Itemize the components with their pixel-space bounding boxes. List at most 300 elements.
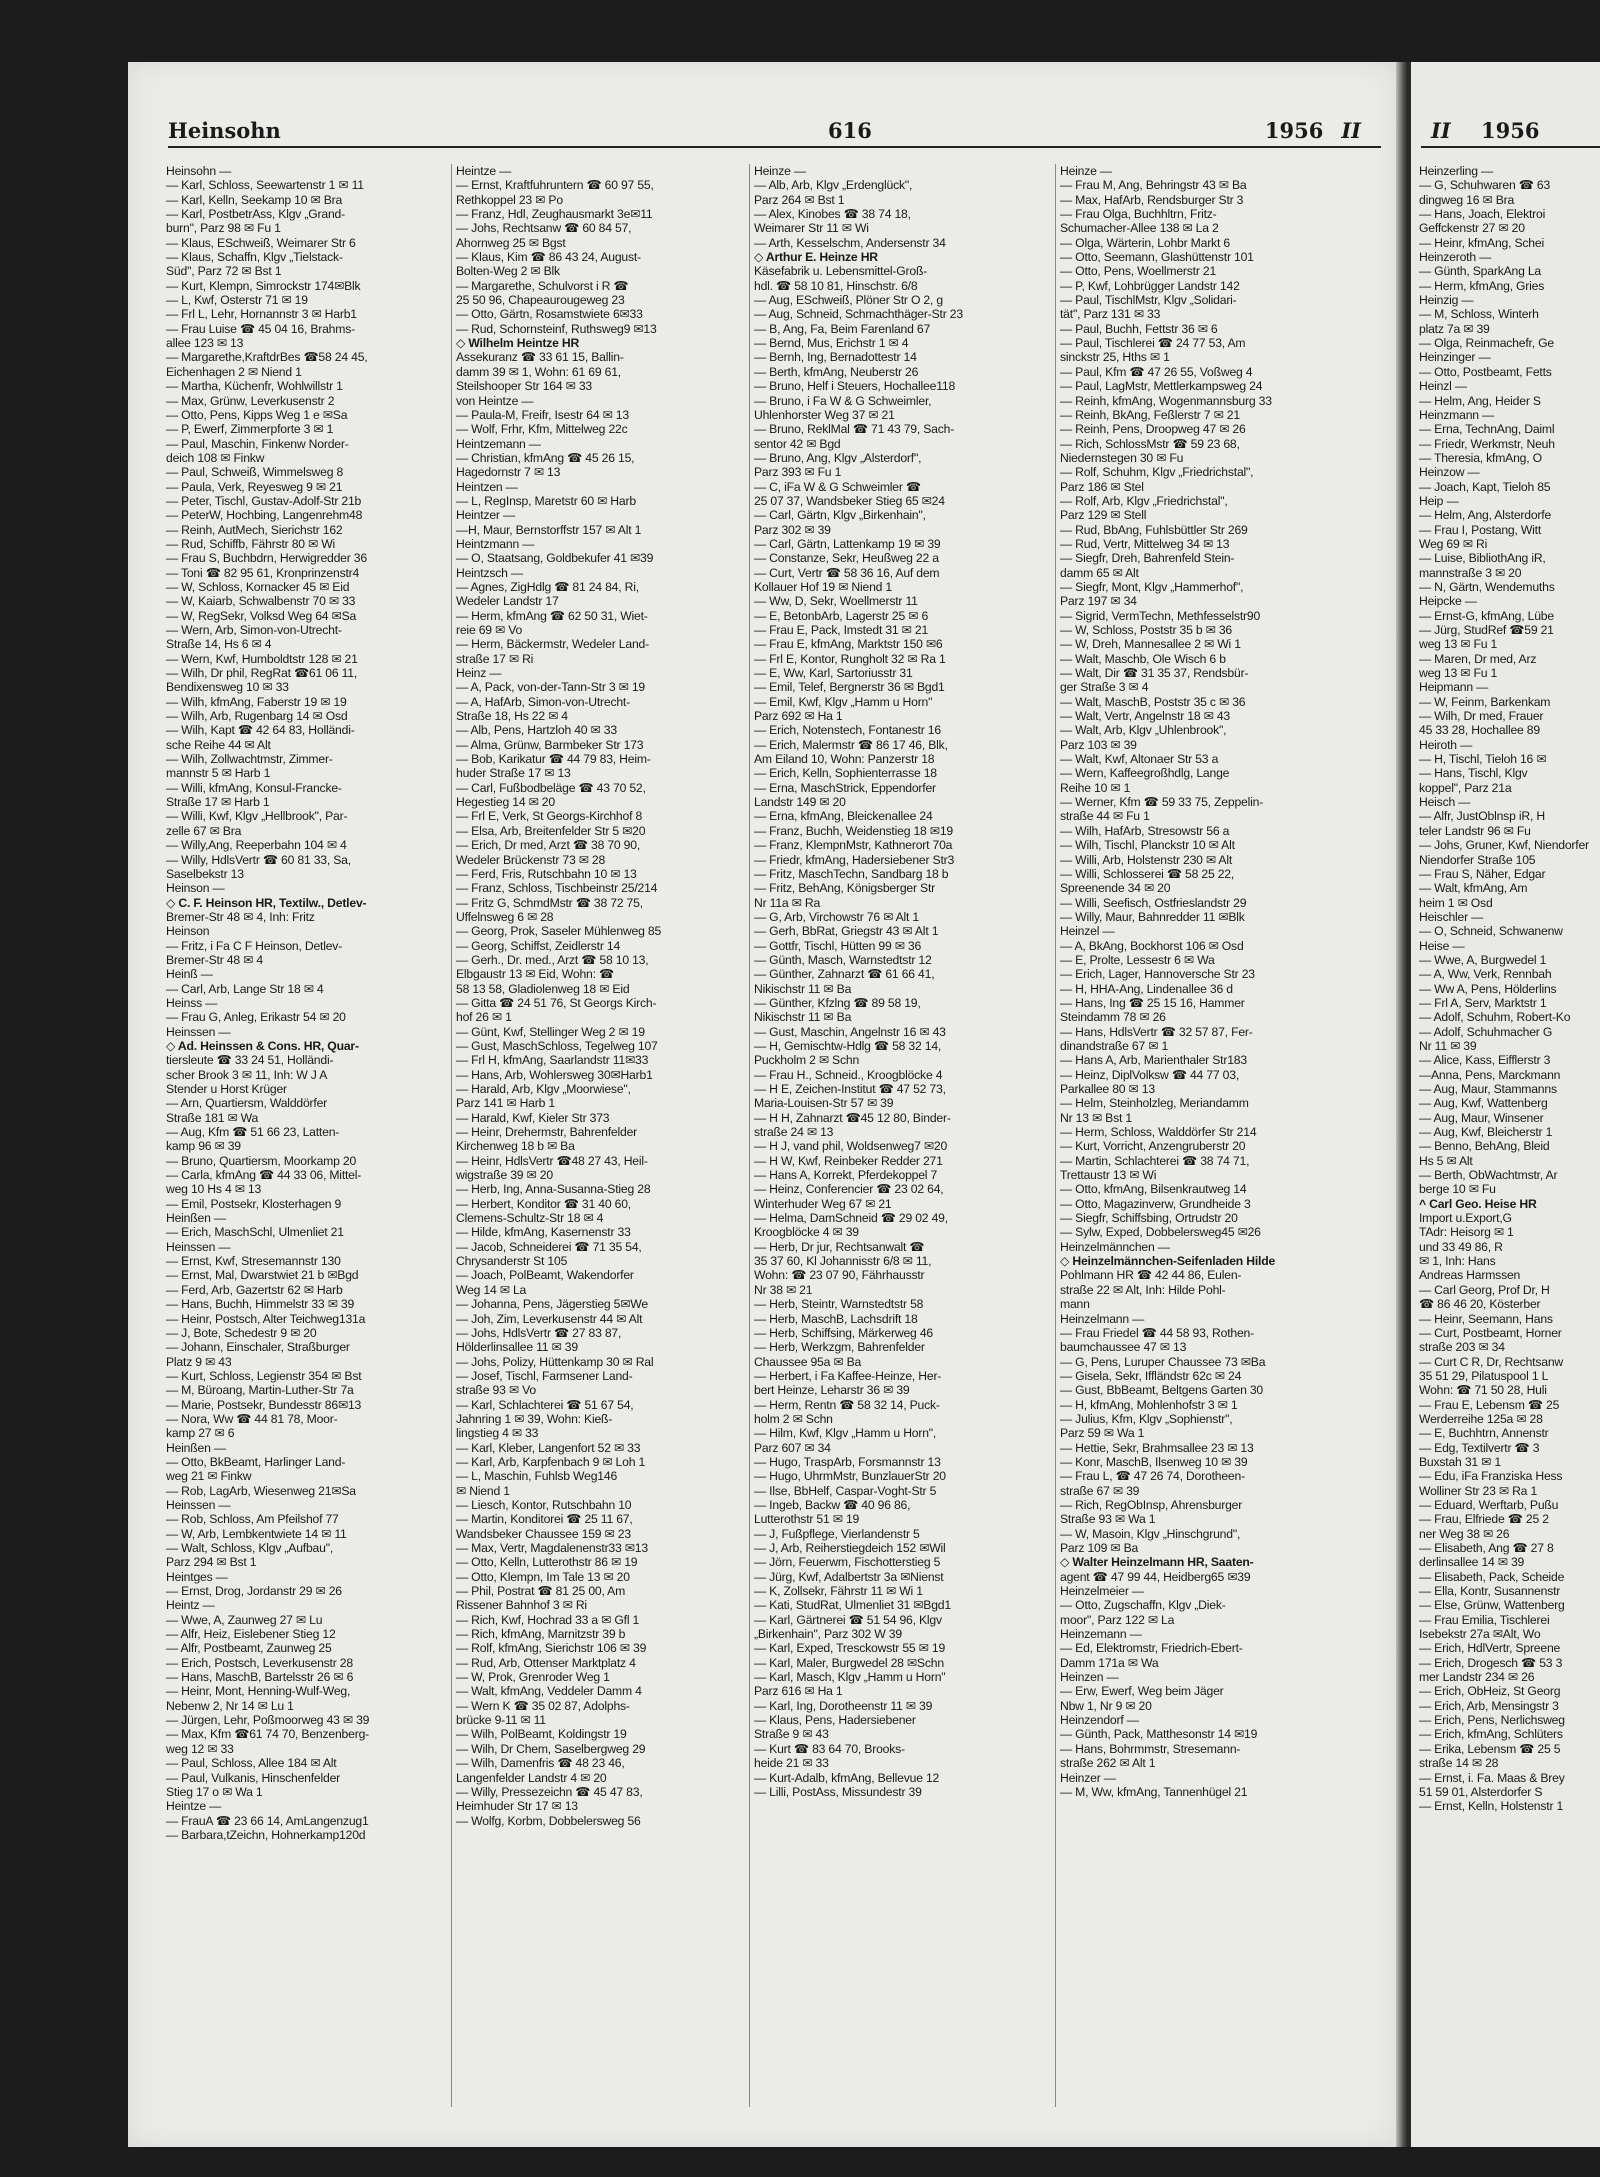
directory-entry-line: — Benno, BehAng, Bleid [1419, 1139, 1550, 1154]
directory-entry-line: — Rich, SchlossMstr ☎ 59 23 68, [1060, 436, 1240, 451]
directory-entry-line: — Alice, Kass, Eifflerstr 3 [1419, 1053, 1551, 1068]
directory-entry-line: Maria-Louisen-Str 57 ✉ 39 [754, 1096, 894, 1111]
directory-entry-line: Stieg 17 o ✉ Wa 1 [166, 1784, 263, 1799]
directory-entry-line: Spreenende 34 ✉ 20 [1060, 881, 1171, 896]
directory-entry-line: — H, Tischl, Tieloh 16 ✉ [1419, 752, 1547, 767]
directory-entry-line: — Kurt ☎ 83 64 70, Brooks- [754, 1741, 905, 1756]
directory-entry-line: Steindamm 78 ✉ 26 [1060, 1010, 1166, 1025]
directory-entry-line: Nr 38 ✉ 21 [754, 1282, 813, 1297]
directory-entry-line: Wedeler Landstr 17 [456, 594, 559, 609]
directory-entry-line: Heinsohn — [166, 164, 232, 178]
directory-entry-line: — W, Feinm, Barkenkam [1419, 694, 1551, 709]
directory-entry-line: holm 2 ✉ Schn [754, 1411, 833, 1426]
directory-entry-line: — Rob, LagArb, Wiesenweg 21✉Sa [166, 1483, 356, 1498]
directory-entry-line: agent ☎ 47 99 44, Heidberg65 ✉39 [1060, 1569, 1251, 1584]
header-year-volume [1265, 118, 1361, 143]
directory-entry-line: — Paul, Vulkanis, Hinschenfelder [166, 1770, 341, 1785]
directory-entry-line: — Frau Luise ☎ 45 04 16, Brahms- [166, 321, 355, 336]
directory-entry-line: Chaussee 95a ✉ Ba [754, 1354, 862, 1369]
directory-entry-line: — Klaus, ESchweiß, Weimarer Str 6 [166, 235, 356, 250]
directory-entry-line: derlinsallee 14 ✉ 39 [1419, 1555, 1525, 1570]
directory-entry-line: — Ingeb, Backw ☎ 40 96 86, [754, 1497, 911, 1512]
directory-entry-line: — Frau G, Anleg, Erikastr 54 ✉ 20 [166, 1010, 346, 1025]
directory-entry-line: — Rolf, Arb, Klgv „Friedrichstal", [1060, 493, 1228, 508]
directory-entry-line: — Alex, Kinobes ☎ 38 74 18, [754, 207, 911, 222]
directory-entry-line: — Hans, Joach, Elektroi [1419, 207, 1546, 222]
directory-entry-line: scher Brook 3 ✉ 11, Inh: W J A [166, 1067, 328, 1082]
directory-entry-line: — Karl, Masch, Klgv „Hamm u Horn" [754, 1670, 946, 1685]
directory-entry-line: Straße 181 ✉ Wa [166, 1110, 259, 1125]
directory-entry-line: — Frau Friedel ☎ 44 58 93, Rothen- [1060, 1325, 1254, 1340]
directory-entry-line: Hs 5 ✉ Alt [1419, 1153, 1473, 1168]
directory-entry-line: — Herm, kfmAng, Gries [1419, 278, 1545, 293]
directory-entry-line: damm 39 ✉ 1, Wohn: 61 69 61, [456, 364, 621, 379]
directory-entry-line: tiersleute ☎ 33 24 51, Holländi- [166, 1053, 334, 1068]
directory-entry-line: — Wilh, PolBeamt, Koldingstr 19 [456, 1727, 627, 1742]
directory-entry-line: Parz 109 ✉ Ba [1060, 1541, 1139, 1555]
directory-entry-line: — Josef, Tischl, Farmsener Land- [456, 1368, 633, 1383]
directory-entry-line: — Nora, Ww ☎ 44 81 78, Moor- [166, 1411, 338, 1426]
directory-entry-line: — Wwe, A, Zaunweg 27 ✉ Lu [166, 1612, 323, 1627]
directory-entry-line: baumchaussee 47 ✉ 13 [1060, 1340, 1187, 1355]
directory-entry-line: Weg 69 ✉ Ri [1419, 536, 1488, 551]
directory-entry-line: Heinzemann — [1060, 1627, 1142, 1642]
directory-entry-line: Heinzeroth — [1419, 250, 1492, 265]
directory-entry-line: — Georg, Prok, Saseler Mühlenweg 85 [456, 924, 662, 939]
right-header-volume: II [1431, 118, 1451, 143]
directory-column-1 [166, 164, 446, 2107]
directory-entry-line: Wohn: ☎ 71 50 28, Huli [1419, 1383, 1547, 1398]
directory-entry-line: Heipcke — [1419, 594, 1477, 609]
directory-entry-line: Parz 141 ✉ Harb 1 [456, 1096, 555, 1111]
directory-entry-line: — Ferd, Fris, Rutschbahn 10 ✉ 13 [456, 866, 637, 881]
directory-entry-line: — Helm, Ang, Alsterdorfe [1419, 508, 1552, 523]
directory-entry-line: — Frau M, Ang, Behringstr 43 ✉ Ba [1060, 178, 1247, 193]
directory-entry-line: Parz 197 ✉ 34 [1060, 594, 1137, 609]
directory-entry-line: Parz 59 ✉ Wa 1 [1060, 1426, 1145, 1441]
directory-entry-line: — H W, Kwf, Reinbeker Redder 271 [754, 1153, 943, 1168]
directory-entry-line: burn", Parz 98 ✉ Fu 1 [166, 221, 281, 236]
directory-entry-line: Heinze — [754, 164, 806, 178]
directory-entry-line: — L, Kwf, Osterstr 71 ✉ 19 [166, 293, 308, 308]
directory-entry-line: — Peter, Tischl, Gustav-Adolf-Str 21b [166, 493, 362, 508]
directory-entry-line: — Ernst, Drog, Jordanstr 29 ✉ 26 [166, 1584, 342, 1599]
directory-entry-line: Heiroth — [1419, 737, 1473, 752]
directory-entry-line: — Martha, Küchenfr, Wohlwillstr 1 [166, 379, 343, 394]
directory-entry-line: — L, RegInsp, Maretstr 60 ✉ Harb [456, 493, 636, 508]
directory-entry-line: Nikischstr 11 ✉ Ba [754, 1010, 852, 1025]
directory-entry-line: — Günther, Kfzlng ☎ 89 58 19, [754, 995, 921, 1010]
directory-entry-line: deich 108 ✉ Finkw [166, 450, 265, 465]
directory-entry-line: — Kati, StudRat, Ulmenliet 31 ✉Bgd1 [754, 1598, 951, 1613]
directory-entry-line: — Gust, Maschin, Angelnstr 16 ✉ 43 [754, 1024, 946, 1039]
directory-entry-line: Parz 294 ✉ Bst 1 [166, 1555, 257, 1570]
directory-entry-line: — Hans A, Arb, Marienthaler Str183 [1060, 1053, 1247, 1068]
directory-entry-line: Heinzendorf — [1060, 1713, 1139, 1728]
directory-entry-line: — Herb, Ing, Anna-Susanna-Stieg 28 [456, 1182, 651, 1197]
directory-entry-line: — N, Gärtn, Wendemuths [1419, 579, 1555, 594]
directory-entry-line: Bendixensweg 10 ✉ 33 [166, 680, 289, 695]
directory-entry-line: weg 12 ✉ 33 [166, 1741, 234, 1756]
directory-entry-line: — O, Schneid, Schwanenw [1419, 924, 1563, 939]
directory-entry-line: Straße 17 ✉ Harb 1 [166, 795, 270, 810]
directory-entry-line: — Klaus, Schaffn, Klgv „Tielstack- [166, 250, 343, 265]
directory-entry-line: — Sylw, Exped, Dobbelersweg45 ✉26 [1060, 1225, 1261, 1240]
directory-entry-line: Geffckenstr 27 ✉ 20 [1419, 221, 1525, 236]
directory-entry-line: — Marie, Postsekr, Bundesstr 86✉13 [166, 1397, 362, 1412]
directory-entry-line: — Werner, Kfm ☎ 59 33 75, Zeppelin- [1060, 795, 1264, 810]
page-number: 616 [828, 118, 872, 143]
directory-entry-line: — PeterW, Hochbing, Langenrehm48 [166, 508, 363, 523]
directory-entry-line: 35 37 60, Kl Johannisstr 6/8 ✉ 11, [754, 1254, 932, 1269]
directory-entry-line: — W, Kaiarb, Schwalbenstr 70 ✉ 33 [166, 594, 356, 609]
directory-entry-line: mer Landstr 234 ✉ 26 [1419, 1670, 1535, 1685]
directory-entry-line: — Ernst, Mal, Dwarstwiet 21 b ✉Bgd [166, 1268, 359, 1283]
directory-entry-line: — Ilse, BbHelf, Caspar-Voght-Str 5 [754, 1483, 937, 1498]
directory-entry-line: — H E, Zeichen-Institut ☎ 47 52 73, [754, 1082, 946, 1096]
directory-entry-line: — Emil, Telef, Bergnerstr 36 ✉ Bgd1 [754, 680, 945, 695]
directory-entry-line: — Frl E, Verk, St Georgs-Kirchhof 8 [456, 809, 643, 824]
directory-entry-line: — Heinr, HdlsVertr ☎48 27 43, Heil- [456, 1153, 648, 1168]
directory-entry-line: — Alb, Arb, Klgv „Erdenglück", [754, 178, 913, 193]
directory-entry-line: Heintzemann — [456, 436, 541, 451]
directory-entry-line: — Franz, Schloss, Tischbeinstr 25/214 [456, 881, 658, 896]
right-header-year: 1956 [1481, 118, 1540, 143]
directory-entry-line: — Günth, Masch, Warnstedtstr 12 [754, 952, 932, 967]
directory-entry-line: wigstraße 39 ✉ 20 [456, 1168, 553, 1183]
directory-entry-line: — Heinr, Mont, Henning-Wulf-Weg, [166, 1684, 351, 1699]
directory-entry-line: sentor 42 ✉ Bgd [754, 436, 841, 451]
directory-entry-line: Wandsbeker Chaussee 159 ✉ 23 [456, 1526, 631, 1541]
directory-entry-line: ◇ C. F. Heinson HR, Textilw., Detlev- [166, 895, 367, 910]
directory-entry-line: — Johs, Gruner, Kwf, Niendorfer [1419, 838, 1589, 853]
directory-entry-line: — Willi, Schlosserei ☎ 58 25 22, [1060, 866, 1235, 881]
directory-entry-line: — M, Schloss, Winterh [1419, 307, 1539, 322]
directory-entry-line: — Otto, Magazinverw, Grundheide 3 [1060, 1196, 1251, 1211]
directory-entry-line: — Erich, Lager, Hannoversche Str 23 [1060, 967, 1255, 982]
directory-entry-line: — Paul, Buchh, Fettstr 36 ✉ 6 [1060, 321, 1218, 336]
directory-entry-line: — Hans, Arb, Wohlersweg 30✉Harb1 [456, 1067, 653, 1082]
directory-entry-line: — Helm, Steinholzleg, Meriandamm [1060, 1096, 1249, 1111]
directory-entry-line: — L, Maschin, Fuhlsb Weg146 [456, 1469, 618, 1484]
directory-entry-line: — Gitta ☎ 24 51 76, St Georgs Kirch- [456, 995, 657, 1010]
directory-entry-line: — Kurt, Klempn, Simrockstr 174✉Blk [166, 278, 361, 293]
directory-entry-line: Heinzerling — [1419, 164, 1493, 178]
directory-entry-line: — Rolf, Schuhm, Klgv „Friedrichstal", [1060, 465, 1254, 480]
directory-entry-line: — Hans, Bohrmmstr, Stresemann- [1060, 1741, 1241, 1756]
directory-entry-line: allee 123 ✉ 13 [166, 336, 244, 351]
directory-entry-line: ☎ 86 46 20, Kösterber [1419, 1297, 1541, 1312]
directory-entry-line: 45 33 28, Hochallee 89 [1419, 723, 1540, 738]
directory-entry-line: Rethkoppel 23 ✉ Po [456, 192, 563, 207]
directory-entry-line: — Bruno, Ang, Klgv „Alsterdorf", [754, 450, 922, 465]
directory-entry-line: — A, Ww, Verk, Rennbah [1419, 967, 1552, 982]
directory-entry-line: ✉ Niend 1 [456, 1483, 510, 1498]
directory-entry-line: — H, Gemischtw-Hdlg ☎ 58 32 14, [754, 1038, 942, 1053]
directory-entry-line: — Emil, Kwf, Klgv „Hamm u Horn" [754, 694, 933, 709]
directory-entry-line: Heinssen — [166, 1024, 231, 1039]
directory-entry-line: — Hugo, TraspArb, Forsmannstr 13 [754, 1454, 941, 1469]
directory-entry-line: — Gerh., Dr. med., Arzt ☎ 58 10 13, [456, 952, 649, 967]
directory-entry-line: — Margarethe, Schulvorst i R ☎ [456, 278, 629, 293]
directory-entry-line: — Wilh, Tischl, Planckstr 10 ✉ Alt [1060, 838, 1235, 853]
directory-entry-line: — Paula-M, Freifr, Isestr 64 ✉ 13 [456, 407, 629, 422]
directory-entry-line: — Otto, Kelln, Lutterothstr 86 ✉ 19 [456, 1555, 638, 1570]
directory-entry-line: — Bruno, Helf i Steuers, Hochallee118 [754, 379, 956, 394]
directory-entry-line: Heip — [1419, 493, 1459, 508]
directory-entry-line: — Paul, Tischlerei ☎ 24 77 53, Am [1060, 336, 1246, 351]
directory-entry-line: — Harald, Kwf, Kieler Str 373 [456, 1110, 610, 1125]
column-divider [1055, 164, 1056, 2107]
directory-entry-line: ^ Carl Geo. Heise HR [1419, 1196, 1537, 1211]
directory-entry-line: — Rud, Schornsteinf, Ruthsweg9 ✉13 [456, 321, 657, 336]
directory-entry-line: — Otto, Pens, Woellmerstr 21 [1060, 264, 1217, 279]
directory-entry-line: Straße 18, Hs 22 ✉ 4 [456, 709, 568, 724]
directory-entry-line: — H J, vand phil, Woldsenweg7 ✉20 [754, 1139, 948, 1154]
directory-entry-line: Parz 616 ✉ Ha 1 [754, 1684, 843, 1699]
directory-entry-line: Uffelnsweg 6 ✉ 28 [456, 909, 554, 924]
directory-entry-line: tät", Parz 131 ✉ 33 [1060, 307, 1161, 322]
directory-entry-line: hdl. ☎ 58 10 81, Hinschstr. 6/8 [754, 278, 918, 293]
directory-entry-line: mannstr 5 ✉ Harb 1 [166, 766, 271, 781]
directory-entry-line: — Olga, Wärterin, Lohbr Markt 6 [1060, 235, 1230, 250]
directory-entry-line: Wolliner Str 23 ✉ Ra 1 [1419, 1483, 1538, 1498]
directory-entry-line: — Eduard, Werftarb, Pußu [1419, 1497, 1559, 1512]
directory-entry-line: Heintzen — [456, 479, 518, 494]
header-name: Heinsohn [168, 118, 281, 143]
directory-entry-line: — Willy,Ang, Reeperbahn 104 ✉ 4 [166, 838, 347, 853]
directory-entry-line: — Berth, kfmAng, Neuberstr 26 [754, 364, 919, 379]
directory-entry-line: Bolten-Weg 2 ✉ Blk [456, 264, 560, 279]
directory-entry-line: — Carl, Fußbodbeläge ☎ 43 70 52, [456, 780, 646, 795]
directory-entry-line: — M, Büroang, Martin-Luther-Str 7a [166, 1383, 354, 1398]
directory-entry-line: — Erich, kfmAng, Schlüters [1419, 1727, 1563, 1742]
directory-entry-line: Ahornweg 25 ✉ Bgst [456, 235, 566, 250]
directory-entry-line: damm 65 ✉ Alt [1060, 565, 1139, 580]
directory-entry-line: — Erich, Postsch, Leverkusenstr 28 [166, 1655, 353, 1670]
directory-entry-line: — Rolf, kfmAng, Sierichstr 106 ✉ 39 [456, 1641, 647, 1656]
directory-entry-line: — Paul, LagMstr, Mettlerkampsweg 24 [1060, 379, 1263, 394]
directory-entry-line: heide 21 ✉ 33 [754, 1756, 829, 1771]
directory-entry-line: — Willy, Maur, Bahnredder 11 ✉Blk [1060, 909, 1245, 924]
directory-entry-line: — Walt, Vertr, Angelnstr 18 ✉ 43 [1060, 709, 1231, 724]
directory-entry-line: Eichenhagen 2 ✉ Niend 1 [166, 364, 302, 379]
directory-entry-line: — Erich, Drogesch ☎ 53 3 [1419, 1655, 1563, 1670]
directory-entry-line: Heinzelmännchen — [1060, 1239, 1170, 1254]
directory-entry-line: — Curt, Vertr ☎ 58 36 16, Auf dem [754, 565, 940, 580]
directory-column-3 [754, 164, 1051, 2107]
directory-entry-line: — Heinr, Drehermstr, Bahrenfelder [456, 1125, 638, 1140]
directory-entry-line: Wedeler Brückenstr 73 ✉ 28 [456, 852, 606, 867]
directory-entry-line: — Otto, Zugschaffn, Klgv „Diek- [1060, 1598, 1226, 1613]
directory-entry-line: — Erich, HdlVertr, Spreene [1419, 1641, 1561, 1656]
directory-entry-line: — Gust, MaschSchloss, Tegelweg 107 [456, 1038, 658, 1053]
directory-entry-line: — Friedr, Werkmstr, Neuh [1419, 436, 1555, 451]
directory-entry-line: — Walt, kfmAng, Veddeler Damm 4 [456, 1684, 642, 1699]
directory-entry-line: Import u.Export,G [1419, 1211, 1512, 1226]
directory-entry-line: — M, Ww, kfmAng, Tannenhügel 21 [1060, 1784, 1248, 1799]
directory-entry-line: — Franz, Buchh, Weidenstieg 18 ✉19 [754, 823, 953, 838]
directory-entry-line: — Agnes, ZigHdlg ☎ 81 24 84, Ri, [456, 579, 639, 594]
directory-entry-line: Reihe 10 ✉ 1 [1060, 780, 1131, 795]
directory-entry-line: — Gisela, Sekr, Iffländstr 62c ✉ 24 [1060, 1368, 1242, 1383]
directory-entry-line: Uhlenhorster Weg 37 ✉ 21 [754, 407, 895, 422]
directory-entry-line: — Curt, Postbeamt, Horner [1419, 1325, 1562, 1340]
directory-entry-line: — Otto, BkBeamt, Harlinger Land- [166, 1454, 346, 1469]
directory-entry-line: — Paul, TischlMstr, Klgv „Solidari- [1060, 293, 1237, 308]
directory-entry-line: — Otto, Gärtn, Rosamstwiete 6✉33 [456, 307, 643, 322]
directory-entry-line: — Willy, Pressezeichn ☎ 45 47 83, [456, 1784, 643, 1799]
directory-entry-line: straße 203 ✉ 34 [1419, 1340, 1505, 1355]
directory-entry-line: Heise — [1419, 938, 1465, 953]
directory-entry-line: — E, Buchhtrn, Annenstr [1419, 1426, 1549, 1441]
directory-entry-line: Kroogblöcke 4 ✉ 39 [754, 1225, 859, 1240]
directory-entry-line: Heinzinger — [1419, 350, 1491, 365]
directory-entry-line: — Herbert, Konditor ☎ 31 40 60, [456, 1196, 631, 1211]
directory-entry-line: — Max, Grünw, Leverkusenstr 2 [166, 393, 335, 408]
directory-entry-line: Heintzsch — [456, 565, 523, 580]
directory-entry-line: — Wilh, Kapt ☎ 42 64 83, Holländi- [166, 723, 355, 738]
directory-entry-line: — Paul, Schweiß, Wimmelsweg 8 [166, 465, 344, 480]
directory-entry-line: — Heinr, Postsch, Alter Teichweg131a [166, 1311, 366, 1326]
directory-entry-line: — J, Fußpflege, Vierlandenstr 5 [754, 1526, 920, 1541]
directory-entry-line: zelle 67 ✉ Bra [166, 823, 242, 838]
directory-entry-line: TAdr: Heisorg ✉ 1 [1419, 1225, 1514, 1240]
directory-entry-line: — Margarethe,KraftdrBes ☎58 24 45, [166, 350, 368, 365]
directory-entry-line: — Hans, Tischl, Klgv [1419, 766, 1528, 781]
directory-entry-line: ◇ Wilhelm Heintze HR [456, 336, 580, 351]
directory-entry-line: — Walt, MaschB, Poststr 35 c ✉ 36 [1060, 694, 1246, 709]
directory-entry-line: Heisch — [1419, 795, 1471, 810]
directory-entry-line: — Otto, Postbeamt, Fetts [1419, 364, 1552, 379]
directory-entry-line: Chrysanderstr St 105 [456, 1254, 568, 1269]
directory-entry-line: — Rich, RegObInsp, Ahrensburger [1060, 1497, 1243, 1512]
directory-entry-line: — Erich, Dr med, Arzt ☎ 38 70 90, [456, 838, 641, 853]
directory-entry-line: — Ed, Elektromstr, Friedrich-Ebert- [1060, 1641, 1243, 1656]
directory-entry-line: — Julius, Kfm, Klgv „Sophienstr", [1060, 1411, 1233, 1426]
directory-entry-line: — W, Schloss, Poststr 35 b ✉ 36 [1060, 623, 1232, 637]
directory-entry-line: weg 13 ✉ Fu 1 [1419, 637, 1498, 652]
directory-entry-line: ner Weg 38 ✉ 26 [1419, 1526, 1510, 1541]
directory-entry-line: — Paula, Verk, Reyesweg 9 ✉ 21 [166, 479, 343, 494]
directory-entry-line: — Hugo, UhrmMstr, BunzlauerStr 20 [754, 1469, 946, 1484]
directory-entry-line: — Adolf, Schuhm, Robert-Ko [1419, 1010, 1571, 1025]
directory-entry-line: — Willy, HdlsVertr ☎ 60 81 33, Sa, [166, 852, 351, 867]
directory-entry-line: — E, BetonbArb, Lagerstr 25 ✉ 6 [754, 608, 929, 623]
directory-entry-line: — Otto, Seemann, Glashüttenstr 101 [1060, 250, 1254, 265]
right-page-column [1419, 164, 1600, 2107]
directory-entry-line: Heinson [166, 924, 210, 939]
directory-entry-line: Hölderlinsallee 11 ✉ 39 [456, 1340, 578, 1355]
directory-entry-line: — Herb, Steintr, Warnstedtstr 58 [754, 1297, 924, 1312]
directory-entry-line: — Sigrid, VermTechn, Methfesselstr90 [1060, 608, 1261, 623]
directory-entry-line: heim 1 ✉ Osd [1419, 895, 1493, 910]
directory-entry-line: — Hans, Ing ☎ 25 15 16, Hammer [1060, 995, 1245, 1010]
directory-entry-line: 58 13 58, Gladiolenweg 18 ✉ Eid [456, 981, 630, 996]
directory-entry-line: Parkallee 80 ✉ 13 [1060, 1082, 1155, 1096]
directory-entry-line: — G, Pens, Luruper Chaussee 73 ✉Ba [1060, 1354, 1266, 1369]
directory-entry-line: — Carl Georg, Prof Dr, H [1419, 1282, 1550, 1297]
directory-entry-line: — Klaus, Kim ☎ 86 43 24, August- [456, 250, 641, 265]
directory-entry-line: — Emil, Postsekr, Klosterhagen 9 [166, 1196, 342, 1211]
directory-entry-line: — Aug, Kwf, Bleicherstr 1 [1419, 1125, 1553, 1140]
directory-entry-line: — Max, HafArb, Rendsburger Str 3 [1060, 192, 1244, 207]
directory-entry-line: Heinzig — [1419, 293, 1474, 308]
directory-entry-line: — Erw, Ewerf, Weg beim Jäger [1060, 1684, 1224, 1699]
directory-entry-line: dingweg 16 ✉ Bra [1419, 192, 1515, 207]
directory-entry-line: und 33 49 86, R [1419, 1239, 1503, 1254]
directory-entry-line: — Karl, Ing, Dorotheenstr 11 ✉ 39 [754, 1698, 933, 1713]
directory-entry-line: — Walt, Kwf, Altonaer Str 53 a [1060, 752, 1219, 767]
directory-entry-line: — J, Bote, Schedestr 9 ✉ 20 [166, 1325, 317, 1340]
directory-entry-line: Damm 171a ✉ Wa [1060, 1655, 1159, 1670]
directory-entry-line: — Frau Olga, Buchhltrn, Fritz- [1060, 207, 1217, 222]
directory-entry-line: — Johs, HdlsVertr ☎ 27 83 87, [456, 1325, 622, 1340]
directory-entry-line: — Wilh, kfmAng, Faberstr 19 ✉ 19 [166, 694, 347, 709]
directory-entry-line: — Fritz, BehAng, Königsberger Str [754, 881, 936, 896]
directory-entry-line: Käsefabrik u. Lebensmittel-Groß- [754, 264, 928, 279]
directory-entry-line: — Frau E, kfmAng, Marktstr 150 ✉6 [754, 637, 943, 652]
directory-entry-line: — Erich, ObHeiz, St Georg [1419, 1684, 1561, 1699]
directory-entry-line: Heinze — [1060, 164, 1112, 178]
directory-entry-line: — Herb, Schiffsing, Märkerweg 46 [754, 1325, 933, 1340]
directory-entry-line: Heintges — [166, 1569, 228, 1584]
directory-entry-line: — Bruno, i Fa W & G Schweimler, [754, 393, 932, 408]
directory-entry-line: 25 50 96, Chapeaurougeweg 23 [456, 293, 625, 308]
directory-entry-line: — Hans, MaschB, Bartelsstr 26 ✉ 6 [166, 1670, 354, 1685]
directory-entry-line: — Luise, BibliothAng iR, [1419, 551, 1546, 566]
directory-entry-line: Heinzen — [1060, 1670, 1119, 1685]
directory-entry-line: mann [1060, 1297, 1090, 1312]
directory-entry-line: — FrauA ☎ 23 66 14, AmLangenzug1 [166, 1813, 369, 1828]
directory-entry-line: — Karl, Exped, Tresckowstr 55 ✉ 19 [754, 1641, 946, 1656]
directory-entry-line: — Hans, Buchh, Himmelstr 33 ✉ 39 [166, 1297, 355, 1312]
directory-entry-line: — Karl, Kleber, Langenfort 52 ✉ 33 [456, 1440, 641, 1455]
directory-entry-line: Parz 264 ✉ Bst 1 [754, 192, 845, 207]
right-page-header [1421, 112, 1600, 148]
directory-entry-line: Heinzelmann — [1060, 1311, 1145, 1326]
directory-entry-line: Heinson — [166, 881, 225, 896]
directory-entry-line: Saselbekstr 13 [166, 866, 244, 881]
directory-entry-line: — W, Masoin, Klgv „Hinschgrund", [1060, 1526, 1241, 1541]
directory-entry-line: Nr 11a ✉ Ra [754, 895, 821, 910]
directory-entry-line: — Toni ☎ 82 95 61, Kronprinzenstr4 [166, 565, 360, 580]
directory-entry-line: — Gust, BbBeamt, Beltgens Garten 30 [1060, 1383, 1264, 1398]
directory-entry-line: Winterhuder Weg 67 ✉ 21 [754, 1196, 892, 1211]
directory-entry-line: kamp 27 ✉ 6 [166, 1426, 235, 1441]
directory-entry-line: straße 24 ✉ 13 [754, 1125, 834, 1140]
directory-entry-line: — Georg, Schiffst, Zeidlerstr 14 [456, 938, 621, 953]
directory-entry-line: ✉ 1, Inh: Hans [1419, 1254, 1496, 1269]
directory-entry-line: — Paul, Schloss, Allee 184 ✉ Alt [166, 1756, 337, 1771]
directory-entry-line: Süd", Parz 72 ✉ Bst 1 [166, 264, 282, 279]
directory-entry-line: — C, iFa W & G Schweimler ☎ [754, 479, 921, 494]
directory-entry-line: — Franz, Hdl, Zeughausmarkt 3e✉11 [456, 207, 653, 222]
directory-entry-line: — Walt, Arb, Klgv „Uhlenbrook", [1060, 723, 1227, 738]
directory-entry-line: ◇ Heinzelmännchen-Seifenladen Hilde [1060, 1254, 1276, 1269]
directory-entry-line: Weimarer Str 11 ✉ Wi [754, 221, 869, 236]
directory-entry-line: — W, Prok, Grenroder Weg 1 [456, 1670, 610, 1685]
directory-entry-line: — Hilde, kfmAng, Kasernenstr 33 [456, 1225, 631, 1240]
directory-entry-line: — Theresia, kfmAng, O [1419, 450, 1542, 465]
directory-entry-line: — Wilh, HafArb, Stresowstr 56 a [1060, 823, 1230, 838]
directory-entry-line: — Frau L, ☎ 47 26 74, Dorotheen- [1060, 1469, 1245, 1484]
directory-entry-line: weg 21 ✉ Finkw [166, 1469, 252, 1484]
directory-entry-line: reie 69 ✉ Vo [456, 623, 523, 637]
directory-entry-line: — Bernd, Mus, Erichstr 1 ✉ 4 [754, 336, 909, 351]
directory-entry-line: ger Straße 3 ✉ 4 [1060, 680, 1149, 695]
directory-entry-line: Heintzmann — [456, 536, 535, 551]
